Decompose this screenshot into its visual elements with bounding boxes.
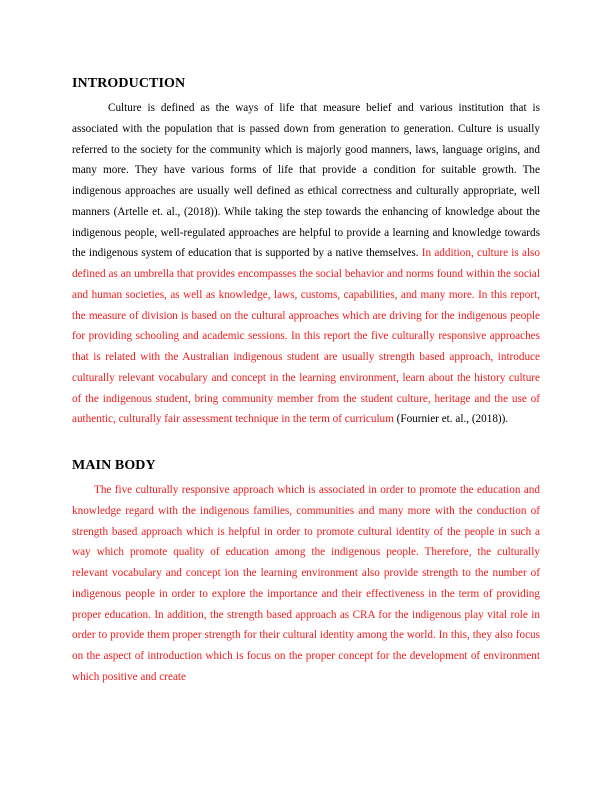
introduction-paragraph [72, 98, 540, 430]
section-heading-introduction: INTRODUCTION [72, 76, 186, 91]
introduction-text: Culture is defined as the ways of life that measure belief and various institution that is associated with the population that is passed down from generation to generation. Culture is usually referred to the society for the community which is majorly good manners, laws, language origins, and many more. They have various forms of life that provide a condition for suitable growth. The indigenous approaches are usually well defined as ethical correctness and culturally appropriate, well manners (Artelle et. al., (2018)). While taking the step towards the enhancing of knowledge about the indigenous people, well-regulated approaches are helpful to provide a learning and knowledge towards the indigenous system of education that is supported by a native themselves. [72, 102, 540, 260]
main-body-paragraph [72, 480, 540, 688]
section-heading-main-body: MAIN BODY [72, 458, 156, 473]
introduction-highlighted-text: In addition, culture is also defined as an umbrella that provides encompasses the social behavior and norms found within the social and human societies, as well as knowledge, laws, customs, capabilities, and many more. In this report, the measure of division is based on the cultural approaches which are driving for the indigenous people for providing schooling and academic sessions. In this report the five culturally responsive approaches that is related with the Australian indigenous student are usually strength based approach, introduce culturally relevant vocabulary and concept in the learning environment, learn about the history culture of the indigenous student, bring community member from the student culture, heritage and the use of authentic, culturally fair assessment technique in the term of curriculum [72, 247, 541, 426]
introduction-citation: (Fournier et. al., (2018)). [396, 413, 509, 426]
main-body-highlighted-text: The five culturally responsive approach which is associated in order to promote the education and knowledge regard with the indigenous families, communities and many more with the conduction of strength based approach which is helpful in order to promote cultural identity of the people in such a way which promote quality of education among the indigenous people. Therefore, the culturally relevant vocabulary and concept ion the learning environment also provide strength to the number of indigenous people in order to explore the importance and their effectiveness in the term of providing proper education. In addition, the strength based approach as CRA for the indigenous play vital role in order to provide them proper strength for their cultural identity among the world. In this, they also focus on the aspect of introduction which is focus on the proper concept for the development of environment which positive and create [72, 484, 540, 683]
